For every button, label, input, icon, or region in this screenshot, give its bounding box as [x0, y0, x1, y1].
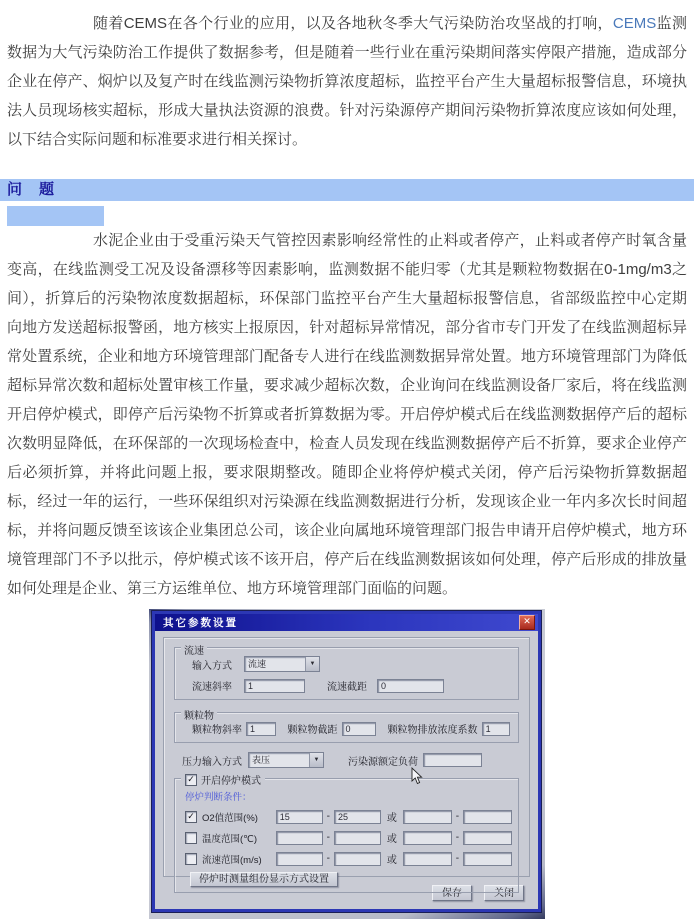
- flow-slope-field[interactable]: 1: [244, 679, 305, 693]
- flow-coeff-row: [192, 678, 510, 693]
- intro-text-after: 监测数据为大气污染防治工作提供了数据参考，但是随着一些行业在重污染期间落实停限产措施，造成部分企业在停产、焖炉以及复产时在线监测污染物折算浓度超标，监控平台产生大量超标报警信息，环境执法人员现场核实超标，形成大量执法资源的浪费。针对污染源停产期间污染物折算浓度应该如何处理，以下结合实际问题和标准要求进行相关探讨。: [7, 15, 687, 148]
- settings-dialog: [152, 611, 541, 912]
- temperature-min-field[interactable]: [276, 831, 323, 845]
- o2-max-field[interactable]: 25: [334, 810, 381, 824]
- velocity-range-label: 流速范围(m/s): [202, 854, 262, 866]
- parameters-panel: [163, 637, 530, 885]
- input-method-value: 流速: [248, 659, 267, 669]
- range-separator: -: [455, 832, 460, 843]
- dialog-title: 其它参数设置: [163, 617, 238, 629]
- velocity-range-row: [185, 851, 512, 866]
- stop-mode-label: 开启停炉模式: [201, 776, 261, 787]
- range-separator: -: [455, 811, 460, 822]
- pm-coeff-row: [192, 721, 510, 736]
- dialog-client-area: [155, 631, 538, 909]
- or-label: 或: [386, 855, 397, 866]
- chevron-down-icon[interactable]: ▼: [305, 657, 319, 671]
- temperature-max-field[interactable]: [334, 831, 381, 845]
- pressure-method-dropdown[interactable]: [248, 752, 324, 768]
- rated-load-field[interactable]: [423, 753, 482, 767]
- temperature-range-row: [185, 830, 512, 845]
- rated-load-label: 污染源额定负荷: [348, 756, 418, 768]
- o2-alt-max-field[interactable]: [463, 810, 512, 824]
- stop-mode-legend: [181, 772, 265, 787]
- o2-min-field[interactable]: 15: [276, 810, 323, 824]
- or-label: 或: [386, 813, 397, 824]
- section-title: 问 题: [7, 181, 56, 198]
- range-separator: -: [326, 853, 331, 864]
- chevron-down-icon[interactable]: ▼: [309, 753, 323, 767]
- input-method-dropdown[interactable]: [244, 656, 320, 672]
- pm-groupbox: [174, 712, 519, 743]
- pm-slope-field[interactable]: 1: [246, 722, 276, 736]
- dialog-titlebar: [155, 614, 538, 631]
- check-icon: ✓: [187, 774, 195, 784]
- velocity-range-checkbox[interactable]: [185, 853, 197, 865]
- velocity-alt-min-field[interactable]: [403, 852, 452, 866]
- o2-range-row: [185, 809, 512, 824]
- problem-paragraph: 水泥企业由于受重污染天气管控因素影响经常性的止料或者停产，止料或者停产时氧含量变高，在线监测受工况及设备漂移等因素影响，监测数据不能归零（尤其是颗粒物数据在0-1mg/m3之间），折算后的污染物浓度数据超标，环保部门监控平台产生大量超标报警信息，省部级监控中心定期向地方发送超标报警函，地方核实上报原因，针对超标异常情况，部分省市专门开发了在线监测超标异常处置系统，企业和地方环境管理部门配备专人进行在线监测数据异常处置。地方环境管理部门为降低超标异常次数和超标处置审核工作量，要求减少超标次数，企业询问在线监测设备厂家后，将在线监测开启停炉模式，即停产后污染物不折算或者折算数据为零。开启停炉模式后在线监测数据停产后的超标次数明显降低，在环保部的一次现场检查中，检查人员发现在线监测数据停产后不折算，要求企业停产后必须折算，并将此问题上报，要求限期整改。随即企业将停炉模式关闭，停产后污染物折算数据超标，经过一年的运行，一些环保组织对污染源在线监测数据进行分析，发现该企业一年内多次长时间超标，并将问题反馈至该该企业集团总公司，该企业向属地环境管理部门报告申请开启停炉模式，地方环境管理部门不予以批示，停炉模式该不该开启，停产后在线监测数据该如何处理，停产后形成的排放量如何处理是企业、第三方运维单位、地方环境管理部门面临的问题。: [7, 232, 687, 597]
- close-dialog-button[interactable]: 关闭: [484, 885, 524, 901]
- stop-mode-groupbox: [174, 774, 519, 893]
- flow-group-legend: 流速: [181, 642, 207, 657]
- velocity-min-field[interactable]: [276, 852, 323, 866]
- o2-range-label: O2值范围(%): [202, 812, 258, 824]
- o2-range-checkbox[interactable]: [185, 811, 197, 823]
- pm-group-legend: 颗粒物: [181, 707, 217, 722]
- velocity-max-field[interactable]: [334, 852, 381, 866]
- pm-coef-field[interactable]: 1: [482, 722, 510, 736]
- input-method-label: 输入方式: [192, 660, 232, 672]
- range-separator: -: [326, 832, 331, 843]
- pm-slope-label: 颗粒物斜率: [192, 725, 242, 736]
- temperature-range-label: 温度范围(℃): [202, 833, 257, 845]
- mouse-cursor-icon: [411, 767, 423, 785]
- close-icon[interactable]: ✕: [519, 615, 535, 630]
- temperature-range-checkbox[interactable]: [185, 832, 197, 844]
- stop-condition-title: 停炉判断条件：: [185, 792, 252, 803]
- stop-mode-checkbox[interactable]: [185, 774, 197, 786]
- flow-slope-label: 流速斜率: [192, 682, 232, 693]
- pressure-method-label: 压力输入方式: [182, 756, 242, 768]
- section-subheader-block: [7, 206, 104, 226]
- save-button[interactable]: 保存: [432, 885, 472, 901]
- range-separator: -: [455, 853, 460, 864]
- section-header-bar: [0, 179, 694, 201]
- pressure-row: [174, 752, 519, 768]
- pm-intercept-field[interactable]: 0: [342, 722, 376, 736]
- pm-coef-label: 颗粒物排放浓度系数: [387, 725, 478, 736]
- range-separator: -: [326, 811, 331, 822]
- flow-groupbox: [174, 647, 519, 700]
- input-method-row: [192, 656, 510, 672]
- pressure-method-value: 表压: [252, 755, 271, 765]
- o2-alt-min-field[interactable]: [403, 810, 452, 824]
- check-icon: ✓: [187, 811, 195, 821]
- flow-intercept-label: 流速截距: [327, 682, 367, 693]
- or-label: 或: [386, 834, 397, 845]
- intro-text-before: 随着CEMS在各个行业的应用，以及各地秋冬季大气污染防治攻坚战的打响，: [93, 15, 613, 32]
- dialog-screenshot-photo: [149, 609, 545, 919]
- flow-intercept-field[interactable]: 0: [377, 679, 444, 693]
- pm-intercept-label: 颗粒物截距: [287, 725, 338, 736]
- temperature-alt-max-field[interactable]: [463, 831, 512, 845]
- velocity-alt-max-field[interactable]: [463, 852, 512, 866]
- display-mode-button[interactable]: 停炉时测量组份显示方式设置: [190, 872, 338, 887]
- cems-link[interactable]: CEMS: [612, 15, 657, 32]
- intro-paragraph: [7, 0, 687, 154]
- temperature-alt-min-field[interactable]: [403, 831, 452, 845]
